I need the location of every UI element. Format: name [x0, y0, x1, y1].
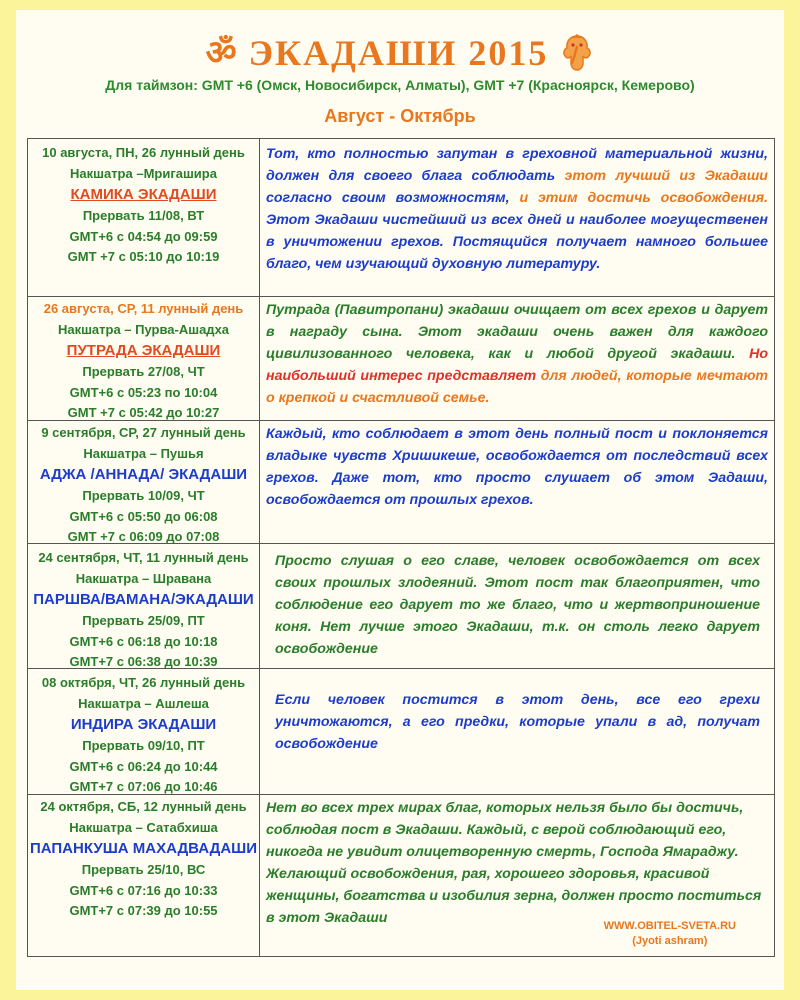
row-gmt7: GMT+7 с 07:06 до 10:46 [69, 779, 218, 794]
row-break: Прервать 25/10, ВС [81, 862, 206, 877]
row-gmt6: GMT+6 с 07:16 до 10:33 [69, 882, 218, 898]
table-row [28, 668, 774, 795]
timezone-note: Для таймзон: GMT +6 (Омск, Новосибирск, Алматы), GMT +7 (Красноярск, Кемерово) [105, 77, 695, 93]
row-date: 08 октября, ЧТ, 26 лунный день [41, 675, 246, 690]
row-gmt6: GMT+6 с 05:23 по 10:04 [69, 384, 218, 400]
period-heading: Август - Октябрь [324, 106, 476, 126]
row-gmt6: GMT+6 с 06:24 до 10:44 [69, 758, 218, 774]
row-description: Просто слушая о его славе, человек освобождается от всех своих прошлых злодеяний. Этот пост так благоприятен, что соблюдение его дарует то же благо, что и жертвоприношение коня. Нет лучше этого Экадаши, т.к. он столь легко дарует освобождение [275, 553, 760, 657]
table-row [28, 296, 774, 421]
row-info [28, 669, 260, 795]
row-nakshatra: Накшатра –Мригашира [70, 165, 217, 181]
om-icon: ॐ [205, 33, 237, 73]
row-break: Прервать 27/08, ЧТ [82, 364, 205, 379]
row-info [28, 421, 260, 544]
row-break: Прервать 09/10, ПТ [82, 738, 205, 753]
row-gmt7: GMT+7 с 06:38 до 10:39 [69, 654, 218, 669]
row-gmt7: GMT +7 с 05:42 до 10:27 [67, 405, 220, 420]
calendar-page [16, 10, 784, 990]
row-ekadashi-name: ИНДИРА ЭКАДАШИ [70, 716, 217, 733]
row-date: 24 сентября, ЧТ, 11 лунный день [38, 550, 249, 565]
table-row [28, 420, 774, 544]
table-row [28, 139, 774, 296]
row-nakshatra: Накшатра – Сатабхиша [69, 819, 218, 835]
row-ekadashi-name: АДЖА /АННАДА/ ЭКАДАШИ [39, 466, 248, 483]
row-nakshatra: Накшатра – Ашлеша [78, 695, 209, 711]
row-date: 24 октября, СБ, 12 лунный день [40, 799, 247, 814]
row-info [28, 297, 260, 421]
row-date: 26 августа, СР, 11 лунный день [43, 301, 244, 316]
row-gmt6: GMT+6 с 04:54 до 09:59 [69, 228, 218, 244]
row-date: 9 сентября, СР, 27 лунный день [41, 425, 246, 440]
page-title: ЭКАДАШИ 2015 [248, 33, 549, 73]
table-row [28, 794, 774, 957]
row-nakshatra: Накшатра – Пурва-Ашадха [57, 321, 230, 337]
header [16, 10, 784, 135]
watermark-site: WWW.OBITEL-SVETA.RU [603, 920, 736, 932]
row-gmt6: GMT+6 с 05:50 до 06:08 [69, 508, 218, 524]
row-gmt6: GMT+6 с 06:18 до 10:18 [69, 633, 218, 649]
watermark-author: (Jyoti ashram) [632, 935, 708, 947]
row-ekadashi-name: КАМИКА ЭКАДАШИ [70, 186, 217, 203]
row-gmt7: GMT +7 с 05:10 до 10:19 [67, 249, 220, 264]
row-gmt7: GMT+7 с 07:39 до 10:55 [69, 903, 218, 918]
row-nakshatra: Накшатра – Пушья [83, 445, 204, 461]
row-break: Прервать 25/09, ПТ [82, 613, 205, 628]
table-row [28, 543, 774, 669]
row-description: Каждый, кто соблюдает в этот день полный пост и поклоняется владыке чувств Хришикеше, освобождается от последствий всех грехов. Даже тот, кто просто слушает об этом Эадаши, освобождается от прошлых грехов. [266, 426, 768, 508]
row-gmt7: GMT +7 с 06:09 до 07:08 [67, 529, 220, 544]
row-ekadashi-name: ПУТРАДА ЭКАДАШИ [66, 342, 221, 359]
row-info [28, 544, 260, 669]
ekadashi-table [27, 138, 775, 957]
row-info [28, 795, 260, 957]
title-row [16, 32, 784, 74]
row-ekadashi-name: ПАПАНКУША МАХАДВАДАШИ [29, 840, 258, 857]
row-ekadashi-name: ПАРШВА/ВАМАНА/ЭКАДАШИ [33, 591, 254, 608]
row-description: Если человек постится в этот день, все его грехи уничтожаются, а его предки, которые упали в ад, получат освобождение [275, 692, 760, 752]
row-break: Прервать 10/09, ЧТ [82, 488, 205, 503]
row-info [28, 139, 260, 296]
row-description: Нет во всех трех мирах благ, которых нельзя было бы достичь, соблюдая пост в Экадаши. Каждый, с верой соблюдающий его, никогда не увидит олицетворенную смерть, Господа Ямараджу. Желающий освобождения, рая, хорошего здоровья, красивой женщины, богатства и изобилия зерна, должен просто поститься в этот Экадаши WWW.OBITEL-SVETA.RU (Jyoti ashram) [266, 800, 762, 947]
row-break: Прервать 11/08, ВТ [82, 208, 205, 223]
ganesha-icon [560, 33, 594, 73]
row-description: Тот, кто полностью запутан в греховной материальной жизни, должен для своего блага соблюдать этот лучший из Экадаши согласно своим возможностям, и этим достичь освобождения. Этот Экадаши чистейший из всех дней и наиболее могущественен в уничтожении грехов. Постящийся получает намного большее благо, чем изучающий духовную литературу. [266, 146, 768, 272]
row-description: Путрада (Павитропани) экадаши очищает от всех грехов и дарует в награду сына. Этот экадаши очень важен для каждого цивилизованного человека, как и любой другой экадаши. Но наибольший интерес представляет для людей, которые мечтают о крепкой и счастливой семье. [266, 302, 768, 406]
watermark [604, 919, 736, 949]
row-date: 10 августа, ПН, 26 лунный день [42, 145, 245, 160]
row-nakshatra: Накшатра – Шравана [75, 570, 212, 586]
